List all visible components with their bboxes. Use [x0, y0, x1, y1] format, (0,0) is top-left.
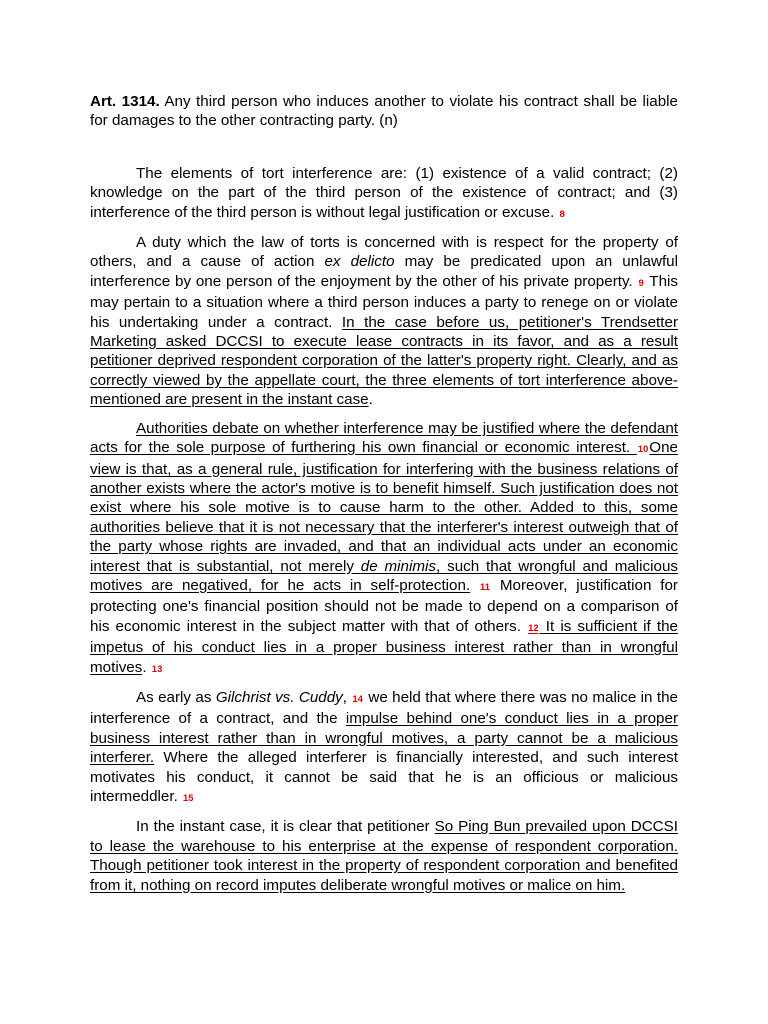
- footnote-ref[interactable]: 8: [559, 208, 565, 220]
- text-segment: impulse behind one's conduct lies in a proper business interest rather than in wrongful motives, a party cannot be a malicious interferer.: [90, 710, 678, 767]
- text-segment: .: [368, 391, 373, 409]
- text-segment: This may pertain to a situation where a third person induces a party to renege on or violate his undertaking under a contract.: [90, 272, 678, 331]
- article-text: Any third person who induces another to violate his contract shall be liable for damages to the other contracting party. (n): [90, 93, 679, 130]
- footnote-ref[interactable]: 15: [183, 793, 194, 804]
- text-segment: In the case before us, petitioner's Trendsetter Marketing asked DCCSI to execute lease contracts in its favor, and as a result petitioner deprived respondent corporation of the latter's property right. Clearly, and as correctly viewed by the appellate court, the three elements of tort interference above-mentioned are present in the instant case: [90, 313, 679, 409]
- footnote-ref[interactable]: 12: [528, 622, 539, 634]
- text-segment: ,: [342, 688, 352, 706]
- paragraph-2: [90, 233, 678, 410]
- text-segment: .: [142, 658, 151, 676]
- text-segment: , such that wrongful and malicious motives are negatived, for he acts in self-protection.: [90, 557, 678, 594]
- text-segment: Though petitioner took interest in the property of respondent corporation and benefited from it, nothing on record imputes deliberate wrongful motives or malice on him.: [90, 857, 678, 894]
- text-segment: It is sufficient if the impetus of his conduct lies in a proper business interest rather than in wrongful motives: [90, 617, 679, 676]
- footnote-ref[interactable]: 13: [151, 663, 163, 675]
- footnote-ref[interactable]: 9: [638, 277, 644, 289]
- text-segment: The elements of tort interference are: (1) existence of a valid contract; (2) knowledge on the part of the third person of the existence of contract; and (3) interference of the third person is without legal justification or excuse.: [90, 164, 678, 221]
- text-segment: Gilchrist vs. Cuddy: [215, 688, 343, 706]
- paragraph-3: [90, 419, 678, 679]
- text-segment: we held that where there was no malice in the interference of a contract, and the: [90, 688, 678, 728]
- footnote-ref[interactable]: 10: [637, 444, 649, 456]
- article-1314: [90, 92, 678, 131]
- text-segment: One view is that, as a general rule, justification for interfering with the business relations of another exists where the actor's motive is to benefit himself. Such justification does not exist where his sole motive is to cause harm to the other. Added to this, some authorities believe that it is not necessary that the interferer's interest outweigh that of the party whose rights are invaded, and that an individual acts under an economic interest that is substantial, not merely: [90, 439, 678, 575]
- paragraph-1: [90, 164, 678, 224]
- paragraph-5: [90, 817, 678, 895]
- text-segment: A duty which the law of torts is concerned with is respect for the property of others, and a cause of action: [90, 234, 678, 271]
- paragraph-4: [90, 688, 678, 808]
- text-segment: Moreover, justification for protecting one's financial position should not be made to depend on a comparison of his economic interest in the subject matter with that of others.: [90, 576, 678, 635]
- text-segment: As early as: [136, 688, 216, 706]
- text-segment: So Ping Bun prevailed upon DCCSI to lease the warehouse to his enterprise at the expense of respondent corporation.: [90, 818, 678, 855]
- body-paragraphs: [90, 164, 678, 895]
- text-segment: ex delicto: [324, 253, 395, 271]
- footnote-ref[interactable]: 14: [352, 693, 363, 705]
- text-segment: Authorities debate on whether interference may be justified where the defendant acts for the sole purpose of furthering his own financial or economic interest.: [90, 419, 678, 457]
- text-segment: de minimis: [360, 557, 437, 575]
- text-segment: may be predicated upon an unlawful interference by one person of the enjoyment by the other of his private property.: [90, 253, 678, 290]
- text-segment: Where the alleged interferer is financially interested, and such interest motivates his conduct, it cannot be said that he is an officious or malicious intermeddler.: [90, 749, 678, 805]
- text-segment: In the instant case, it is clear that petitioner: [136, 818, 435, 836]
- article-heading: Art. 1314.: [90, 93, 160, 110]
- document-page: [90, 92, 678, 904]
- text-segment: [470, 577, 479, 594]
- footnote-ref[interactable]: 11: [480, 581, 491, 593]
